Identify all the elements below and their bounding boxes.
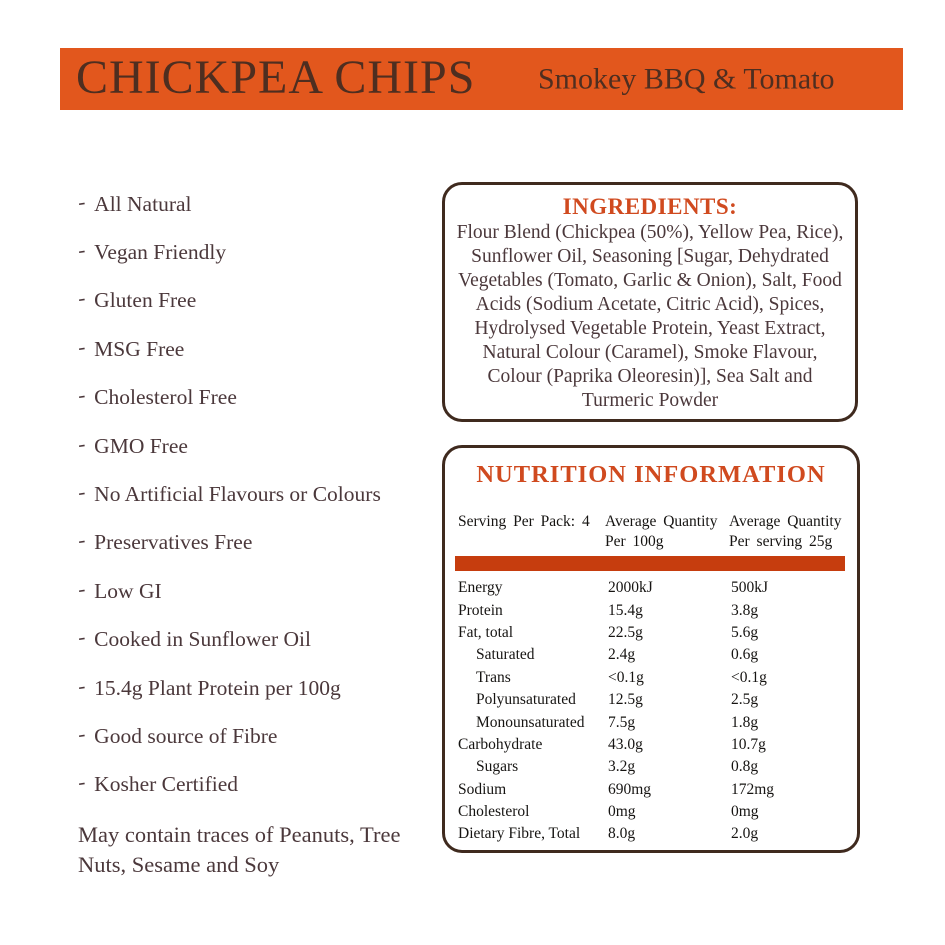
per-serving-value: <0.1g xyxy=(731,668,767,686)
nutrition-row xyxy=(458,599,847,621)
feature-item xyxy=(78,567,438,615)
per-100g-value: <0.1g xyxy=(608,668,644,686)
per-100g-value: 7.5g xyxy=(608,713,636,731)
nutrient-label: Monounsaturated xyxy=(476,713,585,731)
bullet-dash: - xyxy=(76,189,87,215)
feature-label: MSG Free xyxy=(94,336,185,361)
per-100g-value: 15.4g xyxy=(608,601,643,619)
col-serving-line1: Average Quantity xyxy=(729,513,842,530)
feature-label: Vegan Friendly xyxy=(94,240,227,265)
nutrition-row xyxy=(458,823,847,845)
feature-item xyxy=(78,761,438,809)
ingredients-box xyxy=(442,182,858,422)
feature-label: Kosher Certified xyxy=(94,772,239,797)
per-100g-value: 43.0g xyxy=(608,735,643,753)
bullet-dash: - xyxy=(76,286,87,311)
nutrition-row xyxy=(458,622,847,644)
nutrient-label: Energy xyxy=(458,579,503,597)
bullet-dash: - xyxy=(76,237,87,263)
bullet-dash: - xyxy=(76,528,87,553)
per-serving-value: 172mg xyxy=(731,780,775,798)
nutrition-row xyxy=(458,801,847,823)
bullet-dash: - xyxy=(76,382,87,408)
product-banner xyxy=(60,48,903,110)
feature-label: Cooked in Sunflower Oil xyxy=(94,627,311,652)
nutrient-label: Saturated xyxy=(476,646,535,664)
ingredients-text: Flour Blend (Chickpea (50%), Yellow Pea, Rice), Sunflower Oil, Seasoning [Sugar, Dehydrated Vegetables (Tomato, Garlic & Onion), Salt, Food Acids (Sodium Acetate, Citric Acid), Spices, Hydrolysed Vegetable Protein, Yeast Extract, Natural Colour (Caramel), Smoke Flavour, Colour (Paprika Oleoresin)], Sea Salt and Turmeric Powder xyxy=(456,222,844,411)
feature-item xyxy=(78,712,438,760)
bullet-dash: - xyxy=(76,479,87,505)
nutrition-row xyxy=(458,689,847,711)
feature-item xyxy=(78,277,438,325)
serving-per-pack: Serving Per Pack: 4 xyxy=(458,513,590,530)
col-serving-line2: Per serving 25g xyxy=(729,533,833,550)
bullet-dash: - xyxy=(76,576,87,602)
per-100g-value: 3.2g xyxy=(608,758,636,776)
per-serving-value: 0.6g xyxy=(731,646,759,664)
feature-list xyxy=(78,180,438,809)
per-100g-value: 690mg xyxy=(608,780,652,798)
feature-item xyxy=(78,664,438,712)
nutrition-row xyxy=(458,577,847,599)
feature-item xyxy=(78,422,438,470)
bullet-dash: - xyxy=(76,624,87,650)
feature-item xyxy=(78,325,438,373)
col-100g-line2: Per 100g xyxy=(605,533,664,550)
nutrient-label: Polyunsaturated xyxy=(476,691,576,709)
per-100g-value: 22.5g xyxy=(608,623,643,641)
feature-label: No Artificial Flavours or Colours xyxy=(94,482,381,507)
nutrition-row xyxy=(458,734,847,756)
column-header-per-100g xyxy=(605,512,729,552)
ingredients-heading: INGREDIENTS: xyxy=(562,194,738,219)
feature-item xyxy=(78,180,438,228)
nutrient-label: Trans xyxy=(476,668,511,686)
nutrition-row xyxy=(458,711,847,733)
bullet-dash: - xyxy=(76,334,87,360)
per-100g-value: 8.0g xyxy=(608,825,636,843)
per-100g-value: 0mg xyxy=(608,803,636,821)
per-serving-value: 1.8g xyxy=(731,713,759,731)
nutrient-label: Carbohydrate xyxy=(458,735,543,753)
nutrient-label: Dietary Fibre, Total xyxy=(458,825,581,843)
nutrient-label: Sugars xyxy=(476,758,519,776)
nutrition-table-body xyxy=(458,577,847,846)
per-serving-value: 0.8g xyxy=(731,758,759,776)
nutrient-label: Cholesterol xyxy=(458,803,530,821)
feature-item xyxy=(78,470,438,518)
nutrition-row xyxy=(458,756,847,778)
bullet-dash: - xyxy=(76,673,87,698)
feature-label: GMO Free xyxy=(94,433,188,458)
product-title: CHICKPEA CHIPS xyxy=(76,50,476,104)
nutrition-row xyxy=(458,779,847,801)
feature-item xyxy=(78,519,438,567)
per-serving-value: 5.6g xyxy=(731,623,759,641)
per-100g-value: 12.5g xyxy=(608,691,643,709)
feature-label: Gluten Free xyxy=(94,288,197,313)
feature-label: Good source of Fibre xyxy=(94,723,278,748)
nutrition-row xyxy=(458,667,847,689)
nutrition-box xyxy=(442,445,860,853)
feature-item xyxy=(78,616,438,664)
per-serving-value: 0mg xyxy=(731,803,759,821)
bullet-dash: - xyxy=(76,769,87,795)
per-serving-value: 500kJ xyxy=(731,579,769,597)
column-header-per-serving xyxy=(729,512,847,552)
bullet-dash: - xyxy=(76,431,87,457)
bullet-dash: - xyxy=(76,721,87,747)
per-serving-value: 10.7g xyxy=(731,735,766,753)
col-100g-line1: Average Quantity xyxy=(605,513,718,530)
allergen-note: May contain traces of Peanuts, Tree Nuts, Sesame and Soy xyxy=(78,822,401,877)
table-divider-bar xyxy=(455,556,845,571)
feature-label: 15.4g Plant Protein per 100g xyxy=(94,675,341,700)
nutrition-row xyxy=(458,644,847,666)
feature-label: Preservatives Free xyxy=(94,530,253,555)
nutrient-label: Protein xyxy=(458,601,503,619)
per-100g-value: 2.4g xyxy=(608,646,636,664)
nutrient-label: Sodium xyxy=(458,780,507,798)
per-100g-value: 2000kJ xyxy=(608,579,653,597)
per-serving-value: 3.8g xyxy=(731,601,759,619)
nutrition-table-header xyxy=(458,512,847,552)
feature-label: Cholesterol Free xyxy=(94,385,237,410)
per-serving-value: 2.0g xyxy=(731,825,759,843)
feature-label: All Natural xyxy=(94,191,192,216)
per-serving-value: 2.5g xyxy=(731,691,759,709)
nutrient-label: Fat, total xyxy=(458,623,514,641)
nutrition-heading: NUTRITION INFORMATION xyxy=(476,461,826,488)
feature-label: Low GI xyxy=(94,578,162,603)
feature-item xyxy=(78,374,438,422)
feature-item xyxy=(78,228,438,276)
product-flavor: Smokey BBQ & Tomato xyxy=(538,62,835,96)
